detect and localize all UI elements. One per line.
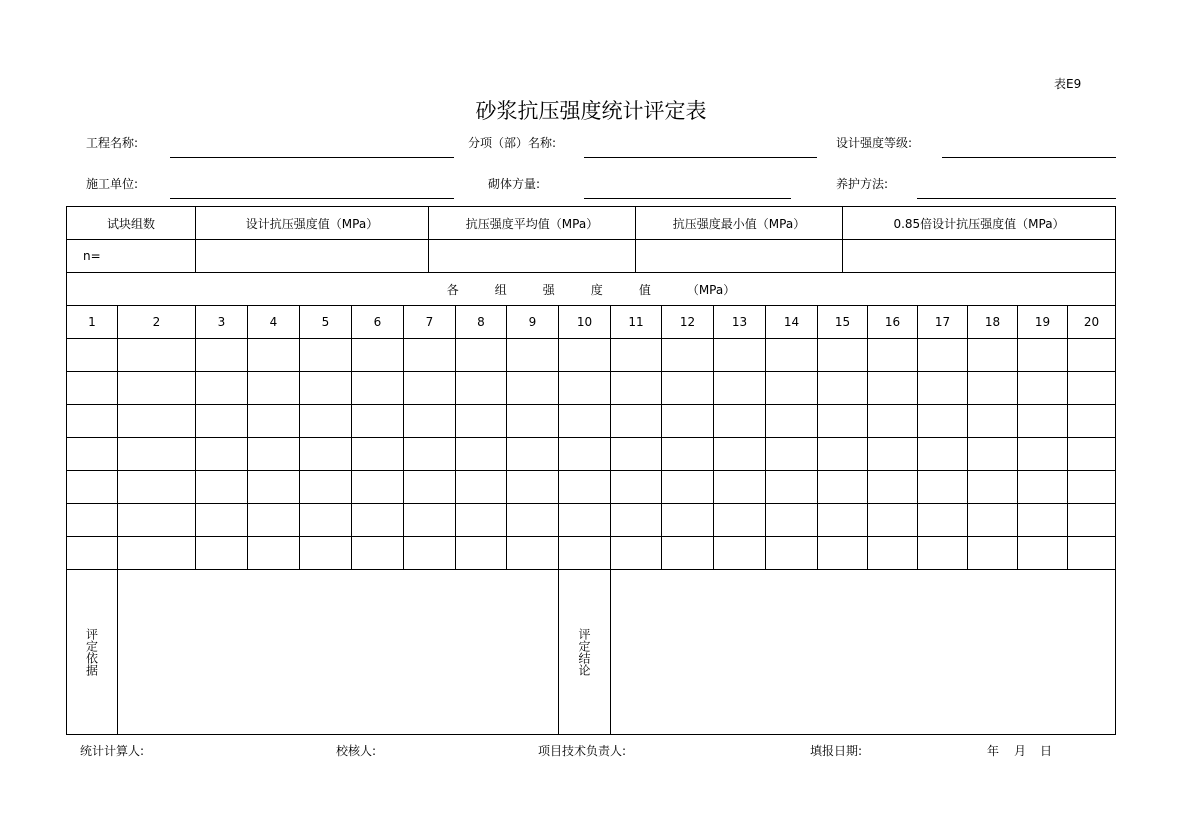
sub-item-name-field[interactable] [584, 157, 817, 158]
strength-value-cell[interactable] [403, 470, 456, 504]
column-number-cell-text: 2 [152, 315, 161, 329]
column-number-cell-text: 10 [576, 315, 593, 329]
strength-value-cell[interactable] [403, 437, 456, 471]
strength-value-cell[interactable] [661, 437, 714, 471]
strength-value-cell[interactable] [247, 437, 300, 471]
strength-value-cell[interactable] [817, 338, 868, 372]
column-number-cell [765, 305, 818, 339]
strength-value-cell[interactable] [765, 404, 818, 438]
strength-value-cell[interactable] [558, 404, 611, 438]
strength-value-cell[interactable] [299, 404, 352, 438]
strength-value-cell[interactable] [558, 536, 611, 570]
strength-value-cell[interactable] [506, 536, 559, 570]
strength-value-cell[interactable] [1067, 338, 1116, 372]
column-number-cell-text: 15 [834, 315, 851, 329]
curing-method-field[interactable] [917, 198, 1116, 199]
strength-value-cell[interactable] [117, 437, 196, 471]
project-name-label: 工程名称: [86, 136, 139, 150]
strength-value-cell[interactable] [867, 470, 918, 504]
strength-value-cell[interactable] [867, 536, 918, 570]
strength-value-cell[interactable] [817, 536, 868, 570]
strength-value-cell[interactable] [351, 371, 404, 405]
summary-value-cell[interactable] [635, 239, 843, 273]
strength-value-cell[interactable] [117, 371, 196, 405]
group-values-header-word: 度 [590, 282, 603, 297]
strength-value-cell[interactable] [917, 437, 968, 471]
strength-value-cell[interactable] [867, 338, 918, 372]
strength-value-cell[interactable] [610, 404, 662, 438]
strength-value-cell[interactable] [506, 371, 559, 405]
strength-value-cell[interactable] [351, 338, 404, 372]
strength-value-cell[interactable] [1017, 503, 1068, 537]
strength-value-cell[interactable] [817, 371, 868, 405]
strength-value-cell[interactable] [403, 404, 456, 438]
strength-value-cell[interactable] [403, 371, 456, 405]
masonry-volume-field[interactable] [584, 198, 791, 199]
summary-value-cell[interactable] [195, 239, 429, 273]
column-number-cell [1017, 305, 1068, 339]
column-number-cell [299, 305, 352, 339]
strength-value-cell[interactable] [299, 503, 352, 537]
strength-value-cell[interactable] [713, 536, 766, 570]
strength-value-cell[interactable] [967, 470, 1018, 504]
group-values-header-word: 值 [638, 282, 651, 297]
strength-value-cell[interactable] [403, 536, 456, 570]
strength-value-cell[interactable] [713, 437, 766, 471]
strength-value-cell[interactable] [455, 470, 507, 504]
strength-value-cell[interactable] [351, 437, 404, 471]
strength-value-cell[interactable] [610, 338, 662, 372]
strength-value-cell[interactable] [299, 536, 352, 570]
strength-value-cell[interactable] [558, 503, 611, 537]
summary-header-cell-text: 试块组数 [106, 216, 155, 231]
strength-value-cell[interactable] [661, 470, 714, 504]
summary-header-cell-text: 0.85倍设计抗压强度值（MPa） [893, 216, 1065, 231]
date-label: 填报日期: [810, 744, 863, 758]
evaluation-basis-label-text: 评定依据 [84, 628, 99, 676]
strength-value-cell[interactable] [610, 371, 662, 405]
strength-value-cell[interactable] [66, 536, 118, 570]
strength-value-cell[interactable] [117, 404, 196, 438]
strength-value-cell[interactable] [558, 338, 611, 372]
strength-value-cell[interactable] [1017, 437, 1068, 471]
column-number-cell [403, 305, 456, 339]
strength-value-cell[interactable] [195, 470, 248, 504]
column-number-cell-text: 9 [528, 315, 537, 329]
column-number-cell [661, 305, 714, 339]
column-number-cell [610, 305, 662, 339]
strength-value-cell[interactable] [66, 470, 118, 504]
strength-value-cell[interactable] [351, 536, 404, 570]
strength-value-cell[interactable] [455, 371, 507, 405]
column-number-cell-text: 11 [628, 315, 644, 329]
column-number-cell [351, 305, 404, 339]
strength-value-cell[interactable] [299, 371, 352, 405]
column-number-cell-text: 3 [217, 315, 226, 329]
strength-value-cell[interactable] [713, 404, 766, 438]
reviewer-label: 校核人: [336, 744, 377, 758]
strength-value-cell[interactable] [713, 371, 766, 405]
column-number-cell-text: 20 [1083, 315, 1100, 329]
tech-lead-label: 项目技术负责人: [538, 744, 627, 758]
strength-value-cell[interactable] [558, 470, 611, 504]
strength-value-cell[interactable] [403, 338, 456, 372]
strength-value-cell[interactable] [455, 536, 507, 570]
column-number-cell-text: 12 [679, 315, 696, 329]
group-values-header-word: 组 [494, 282, 507, 297]
column-number-cell-text: 7 [425, 315, 434, 329]
summary-header-cell [66, 206, 196, 240]
column-number-cell-text: 14 [783, 315, 800, 329]
construction-unit-label: 施工单位: [86, 177, 139, 191]
strength-value-cell[interactable] [817, 404, 868, 438]
strength-value-cell[interactable] [558, 437, 611, 471]
strength-value-cell[interactable] [817, 503, 868, 537]
strength-value-cell[interactable] [195, 404, 248, 438]
strength-value-cell[interactable] [967, 437, 1018, 471]
strength-value-cell[interactable] [967, 371, 1018, 405]
strength-value-cell[interactable] [195, 536, 248, 570]
strength-value-cell[interactable] [403, 503, 456, 537]
strength-value-cell[interactable] [661, 371, 714, 405]
strength-value-cell[interactable] [247, 404, 300, 438]
strength-value-cell[interactable] [1067, 503, 1116, 537]
strength-value-cell[interactable] [917, 404, 968, 438]
strength-value-cell[interactable] [195, 338, 248, 372]
strength-value-cell[interactable] [66, 437, 118, 471]
summary-value-cell-text: n= [83, 249, 101, 263]
strength-value-cell[interactable] [1017, 371, 1068, 405]
strength-value-cell[interactable] [247, 338, 300, 372]
day-label: 日 [1040, 744, 1053, 758]
column-number-cell [967, 305, 1018, 339]
strength-value-cell[interactable] [817, 470, 868, 504]
strength-value-cell[interactable] [610, 437, 662, 471]
group-values-header-word: 各 [446, 282, 459, 297]
column-number-cell [558, 305, 611, 339]
strength-value-cell[interactable] [817, 437, 868, 471]
month-label: 月 [1014, 744, 1027, 758]
summary-header-cell [428, 206, 636, 240]
strength-value-cell[interactable] [610, 503, 662, 537]
strength-value-cell[interactable] [765, 371, 818, 405]
strength-value-cell[interactable] [765, 470, 818, 504]
strength-value-cell[interactable] [506, 503, 559, 537]
strength-value-cell[interactable] [351, 503, 404, 537]
strength-value-cell[interactable] [1067, 536, 1116, 570]
column-number-cell-text: 13 [731, 315, 748, 329]
strength-value-cell[interactable] [195, 503, 248, 537]
strength-value-cell[interactable] [713, 503, 766, 537]
strength-value-cell[interactable] [66, 404, 118, 438]
strength-value-cell[interactable] [66, 503, 118, 537]
strength-value-cell[interactable] [1067, 470, 1116, 504]
strength-value-cell[interactable] [917, 338, 968, 372]
summary-header-cell [635, 206, 843, 240]
strength-value-cell[interactable] [765, 338, 818, 372]
evaluation-basis-label [66, 569, 118, 735]
strength-value-cell[interactable] [117, 503, 196, 537]
group-values-header-word: 强 [542, 282, 555, 297]
strength-value-cell[interactable] [299, 437, 352, 471]
calculator-label: 统计计算人: [80, 744, 145, 758]
evaluation-conclusion-label [558, 569, 611, 735]
summary-value-cell[interactable] [428, 239, 636, 273]
summary-header-cell-text: 抗压强度平均值（MPa） [465, 216, 599, 231]
strength-value-cell[interactable] [455, 503, 507, 537]
strength-value-cell[interactable] [661, 503, 714, 537]
column-number-cell-text: 18 [984, 315, 1001, 329]
strength-value-cell[interactable] [455, 404, 507, 438]
strength-value-cell[interactable] [867, 371, 918, 405]
strength-value-cell[interactable] [117, 470, 196, 504]
strength-value-cell[interactable] [765, 503, 818, 537]
strength-value-cell[interactable] [917, 371, 968, 405]
column-number-cell [817, 305, 868, 339]
strength-value-cell[interactable] [967, 338, 1018, 372]
strength-value-cell[interactable] [713, 470, 766, 504]
summary-value-cell[interactable] [66, 239, 196, 273]
strength-value-cell[interactable] [247, 503, 300, 537]
column-number-cell [506, 305, 559, 339]
strength-value-cell[interactable] [1067, 371, 1116, 405]
strength-value-cell[interactable] [967, 503, 1018, 537]
column-number-cell-text: 19 [1034, 315, 1051, 329]
column-number-cell [713, 305, 766, 339]
column-number-cell-text: 16 [884, 315, 901, 329]
form-code: 表E9 [1054, 77, 1082, 91]
evaluation-conclusion-label-text: 评定结论 [577, 628, 591, 676]
strength-value-cell[interactable] [247, 470, 300, 504]
strength-value-cell[interactable] [917, 503, 968, 537]
column-number-cell [1067, 305, 1116, 339]
column-number-cell [117, 305, 196, 339]
column-number-cell [195, 305, 248, 339]
strength-value-cell[interactable] [867, 503, 918, 537]
strength-value-cell[interactable] [455, 338, 507, 372]
strength-value-cell[interactable] [558, 371, 611, 405]
strength-value-cell[interactable] [1017, 404, 1068, 438]
design-grade-field[interactable] [942, 157, 1116, 158]
strength-value-cell[interactable] [195, 371, 248, 405]
strength-value-cell[interactable] [1017, 338, 1068, 372]
strength-value-cell[interactable] [661, 338, 714, 372]
strength-value-cell[interactable] [66, 371, 118, 405]
strength-value-cell[interactable] [66, 338, 118, 372]
strength-value-cell[interactable] [351, 404, 404, 438]
curing-method-label: 养护方法: [836, 177, 889, 191]
summary-header-cell-text: 抗压强度最小值（MPa） [672, 216, 806, 231]
column-number-cell-text: 4 [269, 315, 278, 329]
evaluation-conclusion-field[interactable] [610, 569, 1116, 735]
strength-value-cell[interactable] [299, 338, 352, 372]
strength-value-cell[interactable] [867, 437, 918, 471]
strength-value-cell[interactable] [917, 470, 968, 504]
strength-value-cell[interactable] [661, 404, 714, 438]
strength-value-cell[interactable] [917, 536, 968, 570]
column-number-cell [867, 305, 918, 339]
strength-value-cell[interactable] [506, 338, 559, 372]
column-number-cell [455, 305, 507, 339]
strength-value-cell[interactable] [1017, 470, 1068, 504]
strength-value-cell[interactable] [713, 338, 766, 372]
year-label: 年 [987, 744, 1000, 758]
strength-value-cell[interactable] [506, 437, 559, 471]
strength-value-cell[interactable] [1017, 536, 1068, 570]
strength-value-cell[interactable] [765, 437, 818, 471]
strength-value-cell[interactable] [1067, 437, 1116, 471]
summary-value-cell[interactable] [842, 239, 1116, 273]
column-number-cell-text: 8 [477, 315, 485, 329]
column-number-cell-text: 17 [934, 315, 951, 329]
strength-value-cell[interactable] [117, 536, 196, 570]
column-number-cell [247, 305, 300, 339]
column-number-cell [66, 305, 118, 339]
evaluation-basis-field[interactable] [117, 569, 559, 735]
strength-value-cell[interactable] [506, 470, 559, 504]
strength-value-cell[interactable] [247, 536, 300, 570]
design-grade-label: 设计强度等级: [836, 136, 913, 150]
strength-value-cell[interactable] [610, 470, 662, 504]
strength-value-cell[interactable] [247, 371, 300, 405]
strength-value-cell[interactable] [867, 404, 918, 438]
column-number-cell-text: 6 [373, 315, 382, 329]
summary-header-cell [195, 206, 429, 240]
column-number-cell-text: 5 [321, 315, 330, 329]
strength-value-cell[interactable] [765, 536, 818, 570]
strength-value-cell[interactable] [661, 536, 714, 570]
strength-value-cell[interactable] [506, 404, 559, 438]
page-title: 砂浆抗压强度统计评定表 [475, 99, 707, 123]
strength-value-cell[interactable] [117, 338, 196, 372]
strength-value-cell[interactable] [967, 404, 1018, 438]
summary-header-cell-text: 设计抗压强度值（MPa） [245, 216, 379, 231]
strength-value-cell[interactable] [351, 470, 404, 504]
group-values-header [66, 272, 1116, 306]
sub-item-name-label: 分项（部）名称: [468, 136, 557, 150]
summary-header-cell [842, 206, 1116, 240]
column-number-cell [917, 305, 968, 339]
strength-value-cell[interactable] [1067, 404, 1116, 438]
strength-value-cell[interactable] [195, 437, 248, 471]
column-number-cell-text: 1 [88, 315, 96, 329]
strength-value-cell[interactable] [967, 536, 1018, 570]
masonry-volume-label: 砌体方量: [488, 177, 541, 191]
project-name-field[interactable] [170, 157, 454, 158]
strength-value-cell[interactable] [610, 536, 662, 570]
group-values-header-word: （MPa） [686, 282, 736, 297]
strength-value-cell[interactable] [455, 437, 507, 471]
strength-value-cell[interactable] [299, 470, 352, 504]
construction-unit-field[interactable] [170, 198, 454, 199]
